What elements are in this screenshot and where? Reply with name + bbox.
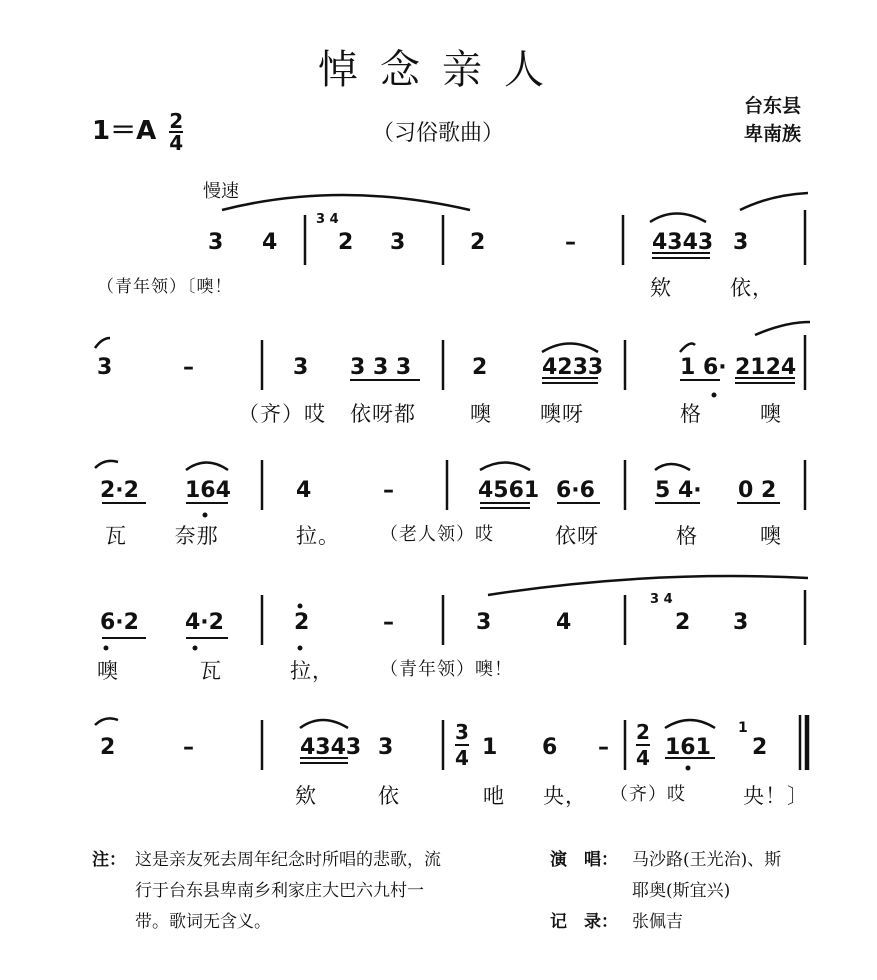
lyric: 瓦 奈那: [105, 524, 219, 548]
lyric: 央！〕: [743, 784, 809, 808]
time-signature: 3 4: [455, 720, 469, 770]
note: 1 6·: [680, 355, 727, 380]
singer-label: 演 唱：: [550, 850, 618, 870]
meter-change: 3 4: [650, 592, 673, 607]
note: –: [183, 355, 194, 380]
note: 161: [665, 735, 711, 760]
note: 3 3 3: [350, 355, 412, 380]
time-signature: $\frac{2}{4}$: [169, 108, 184, 155]
note: 4343: [300, 735, 362, 760]
tempo-marking: 慢速: [203, 181, 239, 202]
note: –: [183, 735, 194, 760]
note: 2: [338, 230, 354, 255]
note: 4233: [542, 355, 604, 380]
note: 3: [733, 610, 749, 635]
note: 3: [476, 610, 492, 635]
note: 6·6: [556, 478, 595, 503]
note: 3: [208, 230, 224, 255]
note: 4343: [652, 230, 714, 255]
singer-names: 马沙路(王光治)、斯 耶奥(斯宜兴): [632, 850, 782, 901]
note: 4: [262, 230, 278, 255]
meter-change: 3 4: [316, 212, 339, 227]
lyric: 噢: [760, 402, 782, 426]
lyric: 央，: [543, 784, 587, 808]
note: 6·2: [100, 610, 139, 635]
lyric: 欸: [295, 784, 317, 808]
note: –: [565, 230, 576, 255]
origin-people: 卑南族: [744, 123, 802, 145]
note: 2: [294, 610, 310, 635]
lyric: （青年领）噢！: [380, 659, 513, 680]
note: –: [598, 735, 609, 760]
note: 4: [556, 610, 572, 635]
note: 1: [482, 735, 498, 760]
key-label: 1＝A: [92, 116, 157, 146]
note: 2: [470, 230, 486, 255]
lyric: 吔: [483, 784, 505, 808]
footnote-label: 注：: [92, 850, 126, 870]
note: 3: [97, 355, 113, 380]
recorder-label: 记 录：: [550, 912, 618, 932]
song-subtitle: （习俗歌曲）: [372, 121, 505, 146]
recorder-name: 张佩吉: [632, 912, 683, 932]
note: 3: [378, 735, 394, 760]
lyric: 噢呀: [540, 402, 584, 426]
lyric: （青年领）〔噢！: [97, 277, 233, 297]
lyric: 拉，: [290, 659, 334, 683]
lyric: 噢: [470, 402, 492, 426]
time-signature: 2 4: [636, 720, 650, 770]
note: 0 2: [738, 478, 777, 503]
origin-county: 台东县: [744, 95, 802, 117]
lyric: 格: [680, 402, 702, 426]
lyric: 噢: [97, 659, 119, 683]
note: 2: [472, 355, 488, 380]
note: 2: [100, 735, 116, 760]
note: 2: [752, 735, 768, 760]
song-title: 悼念亲人: [318, 47, 566, 93]
lyric: 噢: [760, 524, 782, 548]
grace-note: 1: [738, 720, 748, 736]
note: 2·2: [100, 478, 139, 503]
footnote-text: 这是亲友死去周年纪念时所唱的悲歌，流 行于台东县卑南乡利家庄大巴六九村一 带。歌词无含义。: [135, 850, 441, 932]
note: 3: [733, 230, 749, 255]
note: 3: [293, 355, 309, 380]
note: 4: [296, 478, 312, 503]
note: 4·2: [185, 610, 224, 635]
lyric: 瓦: [200, 659, 222, 683]
note: –: [383, 478, 394, 503]
lyric: （齐）哎: [238, 402, 326, 426]
lyric: 格: [676, 524, 698, 548]
note: 3: [390, 230, 406, 255]
note: 164: [185, 478, 231, 503]
lyric: 依呀: [555, 524, 599, 548]
note: 2: [675, 610, 691, 635]
note: 6: [542, 735, 558, 760]
note: 4561: [478, 478, 540, 503]
lyric: 依: [378, 784, 400, 808]
lyric: 拉。: [296, 524, 340, 548]
lyric: （老人领）哎: [380, 524, 494, 545]
lyric: 欸: [650, 276, 672, 300]
note: 2124: [735, 355, 797, 380]
note: –: [383, 610, 394, 635]
note: 5 4·: [655, 478, 702, 503]
lyric: 依呀都: [350, 402, 416, 426]
lyric: 依，: [730, 276, 774, 300]
lyric: （齐）哎: [610, 784, 686, 805]
